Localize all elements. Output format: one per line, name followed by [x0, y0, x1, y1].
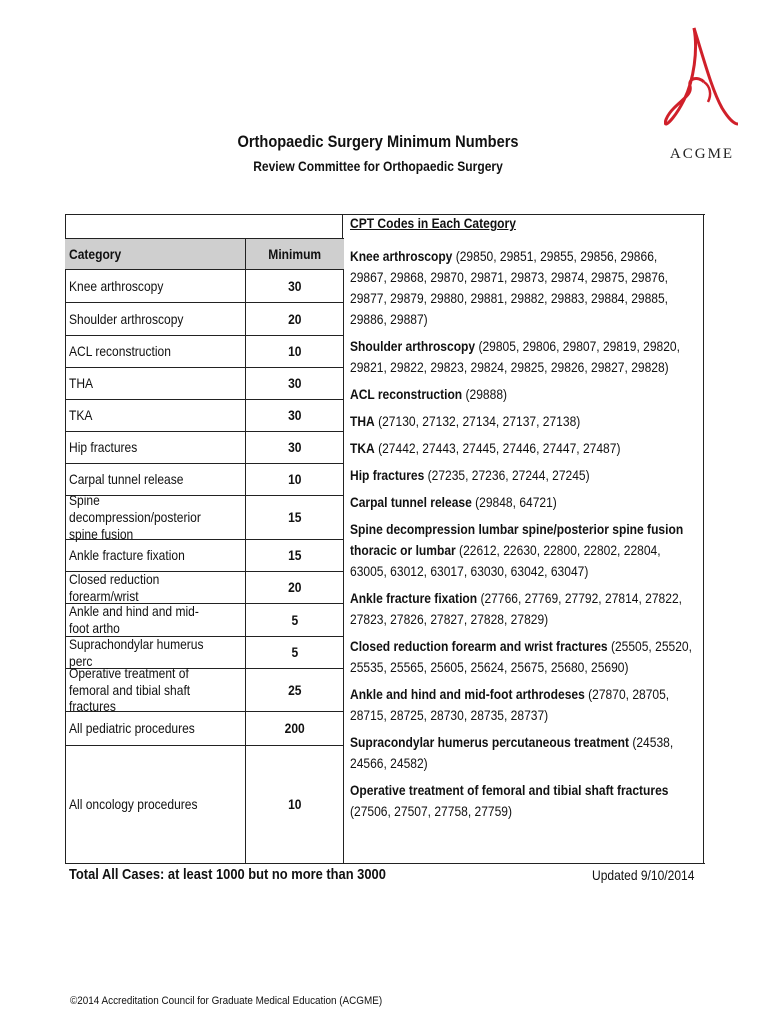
- row-category: Ankle fracture fixation: [69, 547, 185, 564]
- cpt-item: [350, 246, 694, 330]
- row-minimum: 15: [288, 547, 302, 564]
- row-minimum: 10: [288, 796, 302, 813]
- cpt-item-name: Operative treatment of femoral and tibial shaft fractures: [350, 782, 669, 798]
- row-category: ACL reconstruction: [69, 343, 171, 360]
- cpt-item-codes: (29805, 29806, 29807, 29819, 29820, 29821, 29822, 29823, 29824, 29825, 29826, 29827, 29828): [350, 338, 680, 375]
- total-cases-note: Total All Cases: at least 1000 but no more than 3000: [69, 866, 386, 883]
- row-category: Knee arthroscopy: [69, 277, 164, 294]
- row-minimum: 30: [288, 407, 302, 424]
- column-header-minimum: Minimum: [268, 246, 322, 262]
- cpt-code-list: [350, 246, 740, 828]
- cpt-item-codes: (25505, 25520, 25535, 25565, 25605, 25624, 25675, 25680, 25690): [350, 638, 692, 675]
- row-minimum: 25: [288, 681, 302, 698]
- copyright-footer: ©2014 Accreditation Council for Graduate Medical Education (ACGME): [70, 995, 383, 1007]
- cpt-heading: CPT Codes in Each Category: [350, 215, 516, 231]
- row-minimum: 10: [288, 471, 302, 488]
- cpt-item-codes: (27766, 27769, 27792, 27814, 27822, 27823, 27826, 27827, 27828, 27829): [350, 590, 683, 627]
- row-category: TKA: [69, 407, 93, 424]
- table-row: [65, 664, 344, 715]
- table-row: [65, 303, 344, 336]
- row-category: Hip fractures: [69, 439, 138, 456]
- cpt-item-name: Carpal tunnel release: [350, 494, 472, 510]
- cpt-item: [350, 732, 694, 774]
- cpt-item: [350, 780, 694, 822]
- cpt-item: [350, 588, 694, 630]
- table-row: [65, 604, 344, 637]
- cpt-item-name: Hip fractures: [350, 467, 425, 483]
- row-minimum: 10: [288, 343, 302, 360]
- acgme-logo-icon: [664, 20, 740, 140]
- cpt-item-name: Ankle and hind and mid-foot arthrodeses: [350, 686, 585, 702]
- cpt-item-name: ACL reconstruction: [350, 386, 463, 402]
- cpt-item-codes: (29888): [462, 386, 508, 402]
- cpt-item-name: Shoulder arthroscopy: [350, 338, 476, 354]
- cpt-item-codes: (24538, 24566, 24582): [350, 734, 674, 771]
- updated-date: Updated 9/10/2014: [592, 867, 695, 883]
- cpt-item-codes: (27870, 28705, 28715, 28725, 28730, 28735, 28737): [350, 686, 670, 723]
- cpt-item: [350, 492, 694, 513]
- table-row: [65, 540, 344, 572]
- table-row: [65, 400, 344, 432]
- table-header-row: [65, 238, 344, 270]
- page-subtitle: Review Committee for Orthopaedic Surgery: [253, 158, 503, 174]
- table-row: [65, 712, 344, 746]
- row-minimum: 200: [284, 720, 306, 737]
- row-category: All oncology procedures: [69, 796, 198, 813]
- cpt-item: [350, 684, 694, 726]
- cpt-item-name: Supracondylar humerus percutaneous treatment: [350, 734, 630, 750]
- row-minimum: 30: [288, 375, 302, 392]
- acgme-logo-text: ACGME: [669, 146, 735, 162]
- cpt-item-name: Knee arthroscopy: [350, 248, 453, 264]
- cpt-item-codes: (27506, 27507, 27758, 27759): [350, 803, 513, 819]
- row-minimum: 30: [288, 277, 302, 294]
- row-category: Shoulder arthroscopy: [69, 310, 184, 327]
- cpt-item-codes: (27235, 27236, 27244, 27245): [424, 467, 590, 483]
- table-row: [65, 368, 344, 400]
- row-category: Closed reduction forearm/wrist: [69, 570, 160, 604]
- row-category: Ankle and hind and mid-foot artho: [69, 603, 199, 636]
- cpt-item-name: Spine decompression lumbar spine/posterior spine fusion thoracic or lumbar: [350, 521, 684, 558]
- row-category: THA: [69, 375, 94, 392]
- table-row: [65, 270, 344, 303]
- row-minimum: 20: [288, 579, 302, 596]
- table-blank-header: [65, 214, 343, 238]
- table-row: [65, 432, 344, 464]
- cpt-item: [350, 519, 694, 582]
- row-minimum: 15: [288, 509, 302, 526]
- cpt-item-codes: (29848, 64721): [471, 494, 557, 510]
- cpt-item-codes: (27130, 27132, 27134, 27137, 27138): [374, 413, 581, 429]
- cpt-item: [350, 384, 694, 405]
- row-category: Operative treatment of femoral and tibial shaft fractures: [69, 664, 191, 715]
- cpt-item-codes: (27442, 27443, 27445, 27446, 27447, 27487): [374, 440, 621, 456]
- cpt-item-name: TKA: [350, 440, 375, 456]
- cpt-item: [350, 636, 694, 678]
- page-title: Orthopaedic Surgery Minimum Numbers: [237, 132, 519, 151]
- row-category: All pediatric procedures: [69, 720, 195, 737]
- row-minimum: 20: [288, 310, 302, 327]
- row-minimum: 30: [288, 439, 302, 456]
- column-header-category: Category: [69, 245, 122, 262]
- cpt-item: [350, 438, 694, 459]
- cpt-item-codes: (29850, 29851, 29855, 29856, 29866, 29867, 29868, 29870, 29871, 29873, 29874, 29875, 29876, 29877, 29879, 29880, 29881, 29882, 29883, 29884, 29885, 29886, 29887): [350, 248, 669, 327]
- table-row: [65, 572, 344, 604]
- table-row: [65, 464, 344, 496]
- row-minimum: 5: [291, 611, 299, 628]
- cpt-item-name: THA: [350, 413, 375, 429]
- table-row: [65, 336, 344, 368]
- cpt-item: [350, 465, 694, 486]
- table-row: [65, 492, 344, 542]
- cpt-item-name: Closed reduction forearm and wrist fractures: [350, 638, 608, 654]
- row-minimum: 5: [291, 644, 299, 661]
- table-row: [65, 746, 344, 863]
- row-category: Carpal tunnel release: [69, 471, 184, 488]
- cpt-item-name: Ankle fracture fixation: [350, 590, 478, 606]
- acgme-logo: [662, 20, 742, 180]
- row-category: Suprachondylar humerus perc: [69, 635, 204, 669]
- cpt-item-codes: (22612, 22630, 22800, 22802, 22804, 63005, 63012, 63017, 63030, 63042, 63047): [350, 542, 661, 579]
- cpt-item: [350, 336, 694, 378]
- row-category: Spine decompression/posterior spine fusion: [69, 492, 201, 542]
- cpt-item: [350, 411, 694, 432]
